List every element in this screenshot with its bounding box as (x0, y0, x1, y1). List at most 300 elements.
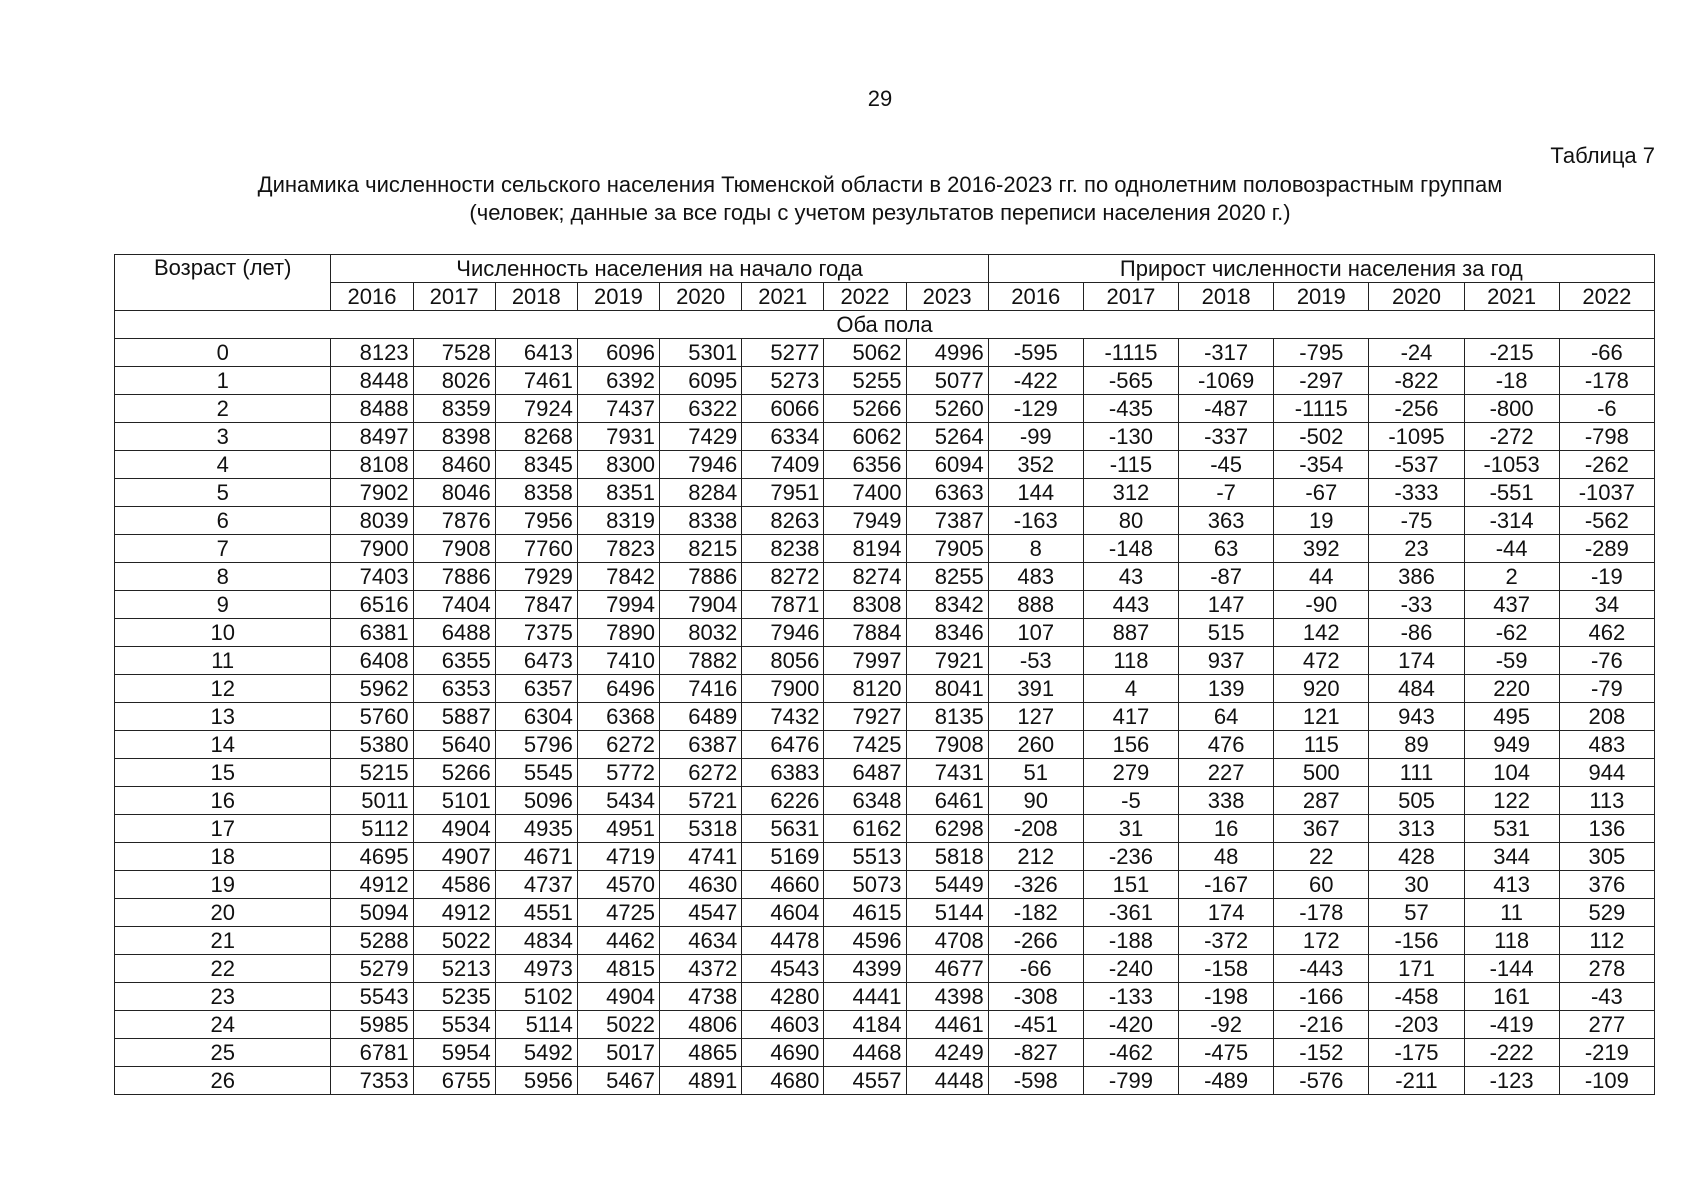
increase-cell: -795 (1274, 339, 1369, 367)
age-cell: 2 (115, 395, 331, 423)
increase-cell: -144 (1464, 955, 1559, 983)
increase-cell: 344 (1464, 843, 1559, 871)
population-cell: 7760 (495, 535, 577, 563)
population-cell: 5760 (331, 703, 413, 731)
age-cell: 15 (115, 759, 331, 787)
population-cell: 5215 (331, 759, 413, 787)
increase-cell: -5 (1083, 787, 1178, 815)
population-cell: 6392 (577, 367, 659, 395)
increase-cell: -337 (1179, 423, 1274, 451)
population-cell: 5266 (824, 395, 906, 423)
population-cell: 4907 (413, 843, 495, 871)
population-cell: 5956 (495, 1067, 577, 1095)
population-cell: 8272 (742, 563, 824, 591)
population-cell: 4615 (824, 899, 906, 927)
population-cell: 7929 (495, 563, 577, 591)
population-cell: 5467 (577, 1067, 659, 1095)
increase-cell: -272 (1464, 423, 1559, 451)
increase-cell: 515 (1179, 619, 1274, 647)
population-cell: 4865 (660, 1039, 742, 1067)
population-cell: 4461 (906, 1011, 988, 1039)
header-age: Возраст (лет) (115, 255, 331, 311)
increase-cell: -451 (988, 1011, 1083, 1039)
population-cell: 5260 (906, 395, 988, 423)
population-cell: 4372 (660, 955, 742, 983)
population-cell: 4249 (906, 1039, 988, 1067)
population-cell: 6489 (660, 703, 742, 731)
population-cell: 4708 (906, 927, 988, 955)
increase-cell: 212 (988, 843, 1083, 871)
increase-cell: 312 (1083, 479, 1178, 507)
population-cell: 7949 (824, 507, 906, 535)
header-increase-year: 2021 (1464, 283, 1559, 311)
increase-cell: -92 (1179, 1011, 1274, 1039)
population-cell: 6094 (906, 451, 988, 479)
age-cell: 6 (115, 507, 331, 535)
increase-cell: -297 (1274, 367, 1369, 395)
population-cell: 7956 (495, 507, 577, 535)
population-cell: 8039 (331, 507, 413, 535)
increase-cell: -827 (988, 1039, 1083, 1067)
population-cell: 8448 (331, 367, 413, 395)
increase-cell: 887 (1083, 619, 1178, 647)
header-population-year: 2021 (742, 283, 824, 311)
population-cell: 4912 (413, 899, 495, 927)
population-cell: 6334 (742, 423, 824, 451)
increase-cell: 44 (1274, 563, 1369, 591)
increase-cell: -130 (1083, 423, 1178, 451)
increase-cell: 107 (988, 619, 1083, 647)
title-line-1: Динамика численности сельского населения Тюменской области в 2016-2023 гг. по однолетним половозрастным группам (257, 172, 1503, 197)
population-cell: 7425 (824, 731, 906, 759)
table-row (115, 899, 1655, 927)
increase-cell: -62 (1464, 619, 1559, 647)
increase-cell: -99 (988, 423, 1083, 451)
population-cell: 8120 (824, 675, 906, 703)
increase-cell: 161 (1464, 983, 1559, 1011)
increase-cell: 305 (1559, 843, 1654, 871)
population-cell: 6387 (660, 731, 742, 759)
age-cell: 26 (115, 1067, 331, 1095)
table-row (115, 955, 1655, 983)
age-cell: 24 (115, 1011, 331, 1039)
increase-cell: -240 (1083, 955, 1178, 983)
population-cell: 5022 (413, 927, 495, 955)
increase-cell: 279 (1083, 759, 1178, 787)
increase-cell: 118 (1083, 647, 1178, 675)
population-cell: 7902 (331, 479, 413, 507)
increase-cell: 363 (1179, 507, 1274, 535)
population-cell: 6272 (660, 759, 742, 787)
increase-cell: -182 (988, 899, 1083, 927)
table-row (115, 591, 1655, 619)
population-cell: 8497 (331, 423, 413, 451)
population-cell: 7884 (824, 619, 906, 647)
population-cell: 4634 (660, 927, 742, 955)
population-cell: 6226 (742, 787, 824, 815)
population-cell: 4660 (742, 871, 824, 899)
increase-cell: 90 (988, 787, 1083, 815)
increase-cell: -178 (1274, 899, 1369, 927)
increase-cell: 943 (1369, 703, 1464, 731)
increase-cell: 174 (1369, 647, 1464, 675)
increase-cell: -256 (1369, 395, 1464, 423)
population-cell: 6368 (577, 703, 659, 731)
increase-cell: -86 (1369, 619, 1464, 647)
population-cell: 7890 (577, 619, 659, 647)
population-cell: 4680 (742, 1067, 824, 1095)
increase-cell: -67 (1274, 479, 1369, 507)
increase-cell: -537 (1369, 451, 1464, 479)
increase-cell: -215 (1464, 339, 1559, 367)
increase-cell: 483 (1559, 731, 1654, 759)
increase-cell: -90 (1274, 591, 1369, 619)
increase-cell: 483 (988, 563, 1083, 591)
population-cell: 6357 (495, 675, 577, 703)
population-cell: 7375 (495, 619, 577, 647)
population-cell: 4596 (824, 927, 906, 955)
increase-cell: -798 (1559, 423, 1654, 451)
table-row (115, 675, 1655, 703)
increase-cell: 944 (1559, 759, 1654, 787)
increase-cell: -475 (1179, 1039, 1274, 1067)
population-cell: 8026 (413, 367, 495, 395)
population-cell: 6473 (495, 647, 577, 675)
population-cell: 6353 (413, 675, 495, 703)
increase-cell: 220 (1464, 675, 1559, 703)
increase-cell: -595 (988, 339, 1083, 367)
increase-cell: 949 (1464, 731, 1559, 759)
age-cell: 25 (115, 1039, 331, 1067)
increase-cell: 23 (1369, 535, 1464, 563)
increase-cell: -198 (1179, 983, 1274, 1011)
population-cell: 4904 (577, 983, 659, 1011)
population-cell: 4912 (331, 871, 413, 899)
population-cell: 4586 (413, 871, 495, 899)
population-cell: 7921 (906, 647, 988, 675)
increase-cell: -66 (988, 955, 1083, 983)
population-cell: 5380 (331, 731, 413, 759)
population-cell: 4951 (577, 815, 659, 843)
header-population-group: Численность населения на начало года (331, 255, 988, 283)
population-cell: 7931 (577, 423, 659, 451)
age-cell: 18 (115, 843, 331, 871)
increase-cell: 57 (1369, 899, 1464, 927)
population-cell: 7528 (413, 339, 495, 367)
population-cell: 6755 (413, 1067, 495, 1095)
increase-cell: -175 (1369, 1039, 1464, 1067)
population-cell: 6413 (495, 339, 577, 367)
population-cell: 5266 (413, 759, 495, 787)
population-cell: 5255 (824, 367, 906, 395)
population-cell: 4891 (660, 1067, 742, 1095)
population-cell: 7905 (906, 535, 988, 563)
increase-cell: -216 (1274, 1011, 1369, 1039)
increase-cell: 139 (1179, 675, 1274, 703)
age-cell: 11 (115, 647, 331, 675)
population-cell: 8345 (495, 451, 577, 479)
population-cell: 7431 (906, 759, 988, 787)
population-cell: 7410 (577, 647, 659, 675)
population-cell: 5954 (413, 1039, 495, 1067)
increase-cell: -1095 (1369, 423, 1464, 451)
increase-cell: -219 (1559, 1039, 1654, 1067)
increase-cell: 260 (988, 731, 1083, 759)
increase-cell: 437 (1464, 591, 1559, 619)
population-cell: 5096 (495, 787, 577, 815)
age-cell: 7 (115, 535, 331, 563)
age-cell: 14 (115, 731, 331, 759)
increase-cell: -66 (1559, 339, 1654, 367)
population-cell: 5543 (331, 983, 413, 1011)
table-title (110, 171, 1650, 227)
increase-cell: 413 (1464, 871, 1559, 899)
age-cell: 19 (115, 871, 331, 899)
population-cell: 5985 (331, 1011, 413, 1039)
header-increase-year: 2017 (1083, 283, 1178, 311)
header-increase-group: Прирост численности населения за год (988, 255, 1654, 283)
header-increase-year: 2022 (1559, 283, 1654, 311)
increase-cell: 476 (1179, 731, 1274, 759)
population-cell: 4738 (660, 983, 742, 1011)
population-cell: 7924 (495, 395, 577, 423)
increase-cell: 888 (988, 591, 1083, 619)
population-cell: 7927 (824, 703, 906, 731)
population-cell: 4398 (906, 983, 988, 1011)
increase-cell: -1053 (1464, 451, 1559, 479)
increase-cell: 443 (1083, 591, 1178, 619)
population-cell: 8215 (660, 535, 742, 563)
population-cell: 4557 (824, 1067, 906, 1095)
increase-cell: 417 (1083, 703, 1178, 731)
population-cell: 8351 (577, 479, 659, 507)
population-cell: 5772 (577, 759, 659, 787)
section-label: Оба пола (115, 311, 1655, 339)
table-row (115, 507, 1655, 535)
population-cell: 7994 (577, 591, 659, 619)
increase-cell: 484 (1369, 675, 1464, 703)
population-cell: 6322 (660, 395, 742, 423)
population-cell: 7432 (742, 703, 824, 731)
population-cell: 6095 (660, 367, 742, 395)
increase-cell: -458 (1369, 983, 1464, 1011)
increase-cell: -152 (1274, 1039, 1369, 1067)
increase-cell: 277 (1559, 1011, 1654, 1039)
increase-cell: 156 (1083, 731, 1178, 759)
population-cell: 6496 (577, 675, 659, 703)
increase-cell: 367 (1274, 815, 1369, 843)
increase-cell: 113 (1559, 787, 1654, 815)
population-cell: 5818 (906, 843, 988, 871)
population-cell: 8056 (742, 647, 824, 675)
increase-cell: 31 (1083, 815, 1178, 843)
increase-cell: 920 (1274, 675, 1369, 703)
population-cell: 8284 (660, 479, 742, 507)
page-number: 29 (867, 86, 893, 111)
increase-cell: 115 (1274, 731, 1369, 759)
population-cell: 8041 (906, 675, 988, 703)
population-cell: 5434 (577, 787, 659, 815)
population-cell: 4725 (577, 899, 659, 927)
age-cell: 13 (115, 703, 331, 731)
population-cell: 5213 (413, 955, 495, 983)
increase-cell: -109 (1559, 1067, 1654, 1095)
increase-cell: 43 (1083, 563, 1178, 591)
age-cell: 5 (115, 479, 331, 507)
increase-cell: 531 (1464, 815, 1559, 843)
table-row (115, 787, 1655, 815)
table-row (115, 815, 1655, 843)
population-cell: 7416 (660, 675, 742, 703)
population-cell: 5887 (413, 703, 495, 731)
increase-cell: -800 (1464, 395, 1559, 423)
increase-cell: -18 (1464, 367, 1559, 395)
header-population-year: 2020 (660, 283, 742, 311)
age-cell: 8 (115, 563, 331, 591)
increase-cell: -420 (1083, 1011, 1178, 1039)
population-cell: 6781 (331, 1039, 413, 1067)
population-cell: 8308 (824, 591, 906, 619)
population-cell: 6096 (577, 339, 659, 367)
population-cell: 5114 (495, 1011, 577, 1039)
increase-cell: -76 (1559, 647, 1654, 675)
increase-cell: 500 (1274, 759, 1369, 787)
table-row (115, 423, 1655, 451)
increase-cell: -1115 (1083, 339, 1178, 367)
population-cell: 7908 (906, 731, 988, 759)
increase-cell: 147 (1179, 591, 1274, 619)
population-cell: 8488 (331, 395, 413, 423)
table-row (115, 395, 1655, 423)
population-cell: 5962 (331, 675, 413, 703)
increase-cell: -167 (1179, 871, 1274, 899)
population-cell: 4695 (331, 843, 413, 871)
population-cell: 8398 (413, 423, 495, 451)
increase-cell: 2 (1464, 563, 1559, 591)
population-cell: 5144 (906, 899, 988, 927)
increase-cell: 208 (1559, 703, 1654, 731)
population-cell: 8460 (413, 451, 495, 479)
age-cell: 12 (115, 675, 331, 703)
increase-cell: -435 (1083, 395, 1178, 423)
increase-cell: -156 (1369, 927, 1464, 955)
population-cell: 7904 (660, 591, 742, 619)
increase-cell: -158 (1179, 955, 1274, 983)
population-cell: 5449 (906, 871, 988, 899)
population-cell: 4570 (577, 871, 659, 899)
header-population-year: 2018 (495, 283, 577, 311)
population-cell: 6487 (824, 759, 906, 787)
increase-cell: 127 (988, 703, 1083, 731)
population-cell: 6461 (906, 787, 988, 815)
population-cell: 8358 (495, 479, 577, 507)
increase-cell: 4 (1083, 675, 1178, 703)
increase-cell: -314 (1464, 507, 1559, 535)
increase-cell: 16 (1179, 815, 1274, 843)
header-population-year: 2023 (906, 283, 988, 311)
increase-cell: 19 (1274, 507, 1369, 535)
increase-cell: -354 (1274, 451, 1369, 479)
population-cell: 7429 (660, 423, 742, 451)
increase-cell: 428 (1369, 843, 1464, 871)
table-row (115, 871, 1655, 899)
population-cell: 7387 (906, 507, 988, 535)
population-cell: 4468 (824, 1039, 906, 1067)
population-cell: 4280 (742, 983, 824, 1011)
population-cell: 7461 (495, 367, 577, 395)
age-cell: 17 (115, 815, 331, 843)
increase-cell: 118 (1464, 927, 1559, 955)
population-cell: 8263 (742, 507, 824, 535)
increase-cell: 462 (1559, 619, 1654, 647)
increase-cell: -562 (1559, 507, 1654, 535)
population-cell: 8300 (577, 451, 659, 479)
population-cell: 5492 (495, 1039, 577, 1067)
population-cell: 4547 (660, 899, 742, 927)
population-cell: 5112 (331, 815, 413, 843)
increase-cell: -166 (1274, 983, 1369, 1011)
header-population-year: 2019 (577, 283, 659, 311)
population-cell: 7900 (331, 535, 413, 563)
increase-cell: -24 (1369, 339, 1464, 367)
increase-cell: 63 (1179, 535, 1274, 563)
increase-cell: 937 (1179, 647, 1274, 675)
population-cell: 8194 (824, 535, 906, 563)
increase-cell: -822 (1369, 367, 1464, 395)
population-cell: 5017 (577, 1039, 659, 1067)
table-row (115, 647, 1655, 675)
increase-cell: -211 (1369, 1067, 1464, 1095)
population-cell: 8108 (331, 451, 413, 479)
population-cell: 4834 (495, 927, 577, 955)
age-cell: 3 (115, 423, 331, 451)
population-cell: 7876 (413, 507, 495, 535)
table-row (115, 451, 1655, 479)
increase-cell: -133 (1083, 983, 1178, 1011)
increase-cell: -178 (1559, 367, 1654, 395)
increase-cell: -289 (1559, 535, 1654, 563)
title-line-2: (человек; данные за все годы с учетом результатов переписи населения 2020 г.) (469, 200, 1291, 225)
increase-cell: -123 (1464, 1067, 1559, 1095)
population-cell: 4462 (577, 927, 659, 955)
increase-cell: -333 (1369, 479, 1464, 507)
population-cell: 5631 (742, 815, 824, 843)
population-cell: 8268 (495, 423, 577, 451)
table-row (115, 479, 1655, 507)
increase-cell: 338 (1179, 787, 1274, 815)
population-cell: 7900 (742, 675, 824, 703)
population-cell: 8255 (906, 563, 988, 591)
increase-cell: -148 (1083, 535, 1178, 563)
population-cell: 5102 (495, 983, 577, 1011)
increase-cell: -188 (1083, 927, 1178, 955)
increase-cell: 11 (1464, 899, 1559, 927)
table-row (115, 983, 1655, 1011)
header-increase-year: 2016 (988, 283, 1083, 311)
increase-cell: -565 (1083, 367, 1178, 395)
population-cell: 7353 (331, 1067, 413, 1095)
population-cell: 6272 (577, 731, 659, 759)
population-cell: 6476 (742, 731, 824, 759)
increase-cell: 48 (1179, 843, 1274, 871)
population-cell: 4399 (824, 955, 906, 983)
increase-cell: 34 (1559, 591, 1654, 619)
increase-cell: -326 (988, 871, 1083, 899)
increase-cell: -163 (988, 507, 1083, 535)
increase-cell: 505 (1369, 787, 1464, 815)
population-cell: 5545 (495, 759, 577, 787)
increase-cell: -75 (1369, 507, 1464, 535)
